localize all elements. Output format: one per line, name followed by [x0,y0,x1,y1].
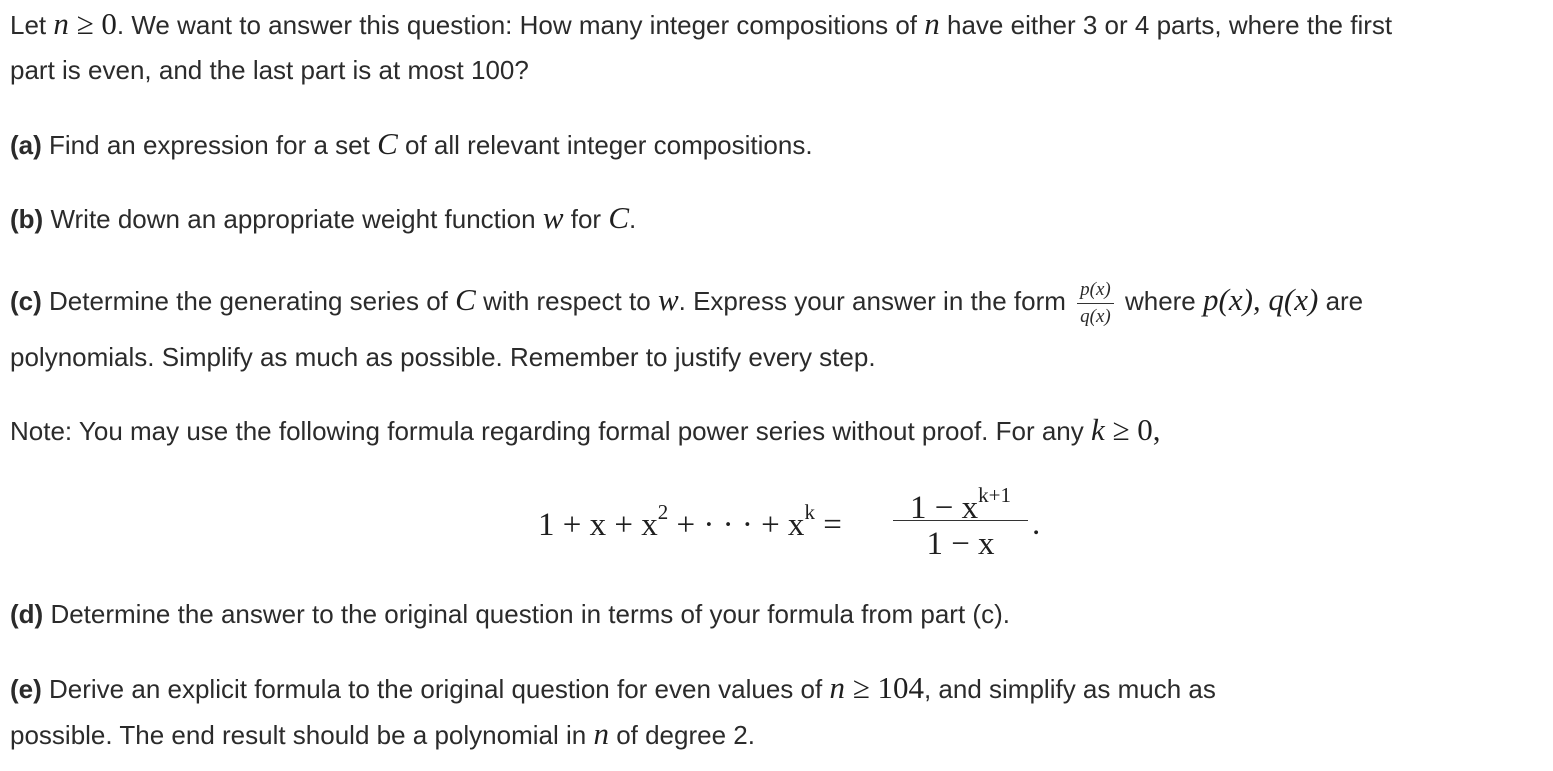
part-e-text-2: , and simplify as much as [923,674,1216,704]
intro-text-1: . We want to answer this question: How many integer compositions of [116,10,918,40]
part-b [10,195,636,242]
part-e-n-var-2: n [593,716,609,751]
intro-line-2-text: part is even, and the last part is at most 100? [10,55,529,85]
part-e-line-2a: possible. The end result should be a polynomial in [10,720,587,750]
part-c-text-3: . Express your answer in the form [678,286,1066,316]
part-e-condition: ≥ 104 [844,670,924,705]
intro-line-2 [10,47,529,93]
part-c-fraction [1077,279,1114,328]
intro-line-1 [10,1,1392,48]
part-a-set-c: C [377,126,398,161]
formula-numerator [893,474,1028,526]
formula-denominator: 1 − x [926,526,995,562]
part-e-line-2 [10,711,755,758]
note [10,407,1161,454]
part-b-set-c: C [608,200,629,235]
intro-n-var: n [53,6,69,41]
part-c-line-1 [10,277,1363,328]
part-c-line-2 [10,334,876,380]
part-c-label: (c) [10,286,42,316]
formula-lhs-exp: 2 [657,500,669,524]
intro-let: Let [10,10,47,40]
part-c-text-2: with respect to [483,286,651,316]
formula-lhs-exp-k: k [804,500,815,524]
part-b-text-1: Write down an appropriate weight function [50,204,536,234]
formula-numerator-base: 1 − x [910,490,979,526]
part-a-text-1: Find an expression for a set [49,130,370,160]
formula-numerator-exp: k+1 [978,483,1011,507]
part-a-text-2: of all relevant integer compositions. [405,130,813,160]
formula-lhs-pre: 1 + x + x [538,507,658,543]
intro-condition: ≥ 0 [68,6,117,41]
part-c-set-c: C [455,282,476,317]
part-c-fraction-denominator: q(x) [1080,305,1111,327]
part-c-fraction-numerator: p(x) [1077,279,1114,304]
part-b-text-2: for [570,204,602,234]
part-d-text: Determine the answer to the original question in terms of your formula from part (c). [50,599,1010,629]
part-d [10,591,1010,637]
part-c-text-1: Determine the generating series of [49,286,448,316]
part-e-label: (e) [10,674,42,704]
part-e-n-var: n [829,670,845,705]
formula-equals: = [814,507,842,543]
part-b-w-var: w [542,200,564,235]
part-a [10,121,813,168]
part-c-text-5: are [1325,286,1364,316]
part-c-line-2-text: polynomials. Simplify as much as possible. Remember to justify every step. [10,342,876,372]
part-c-w-var: w [657,282,679,317]
part-c-text-4: where [1124,286,1196,316]
part-e-line-2b: of degree 2. [616,720,755,750]
formula-period: . [1032,506,1041,542]
intro-n-var-2: n [924,6,940,41]
note-condition: ≥ 0, [1104,412,1161,447]
formula-lhs [538,500,842,544]
note-k-var: k [1091,412,1105,447]
part-e-text-1: Derive an explicit formula to the original question for even values of [49,674,823,704]
part-e-line-1 [10,665,1216,712]
part-d-label: (d) [10,599,44,629]
part-a-label: (a) [10,130,42,160]
formula-fraction [893,474,1028,567]
note-text-1: Note: You may use the following formula regarding formal power series without proof. For any [10,416,1084,446]
part-b-label: (b) [10,204,44,234]
intro-text-2: have either 3 or 4 parts, where the first [947,10,1393,40]
part-b-text-3: . [629,204,637,234]
formula-lhs-mid: + · · · + x [668,507,805,543]
display-formula [538,474,1058,569]
part-c-pq: p(x), q(x) [1203,282,1319,317]
